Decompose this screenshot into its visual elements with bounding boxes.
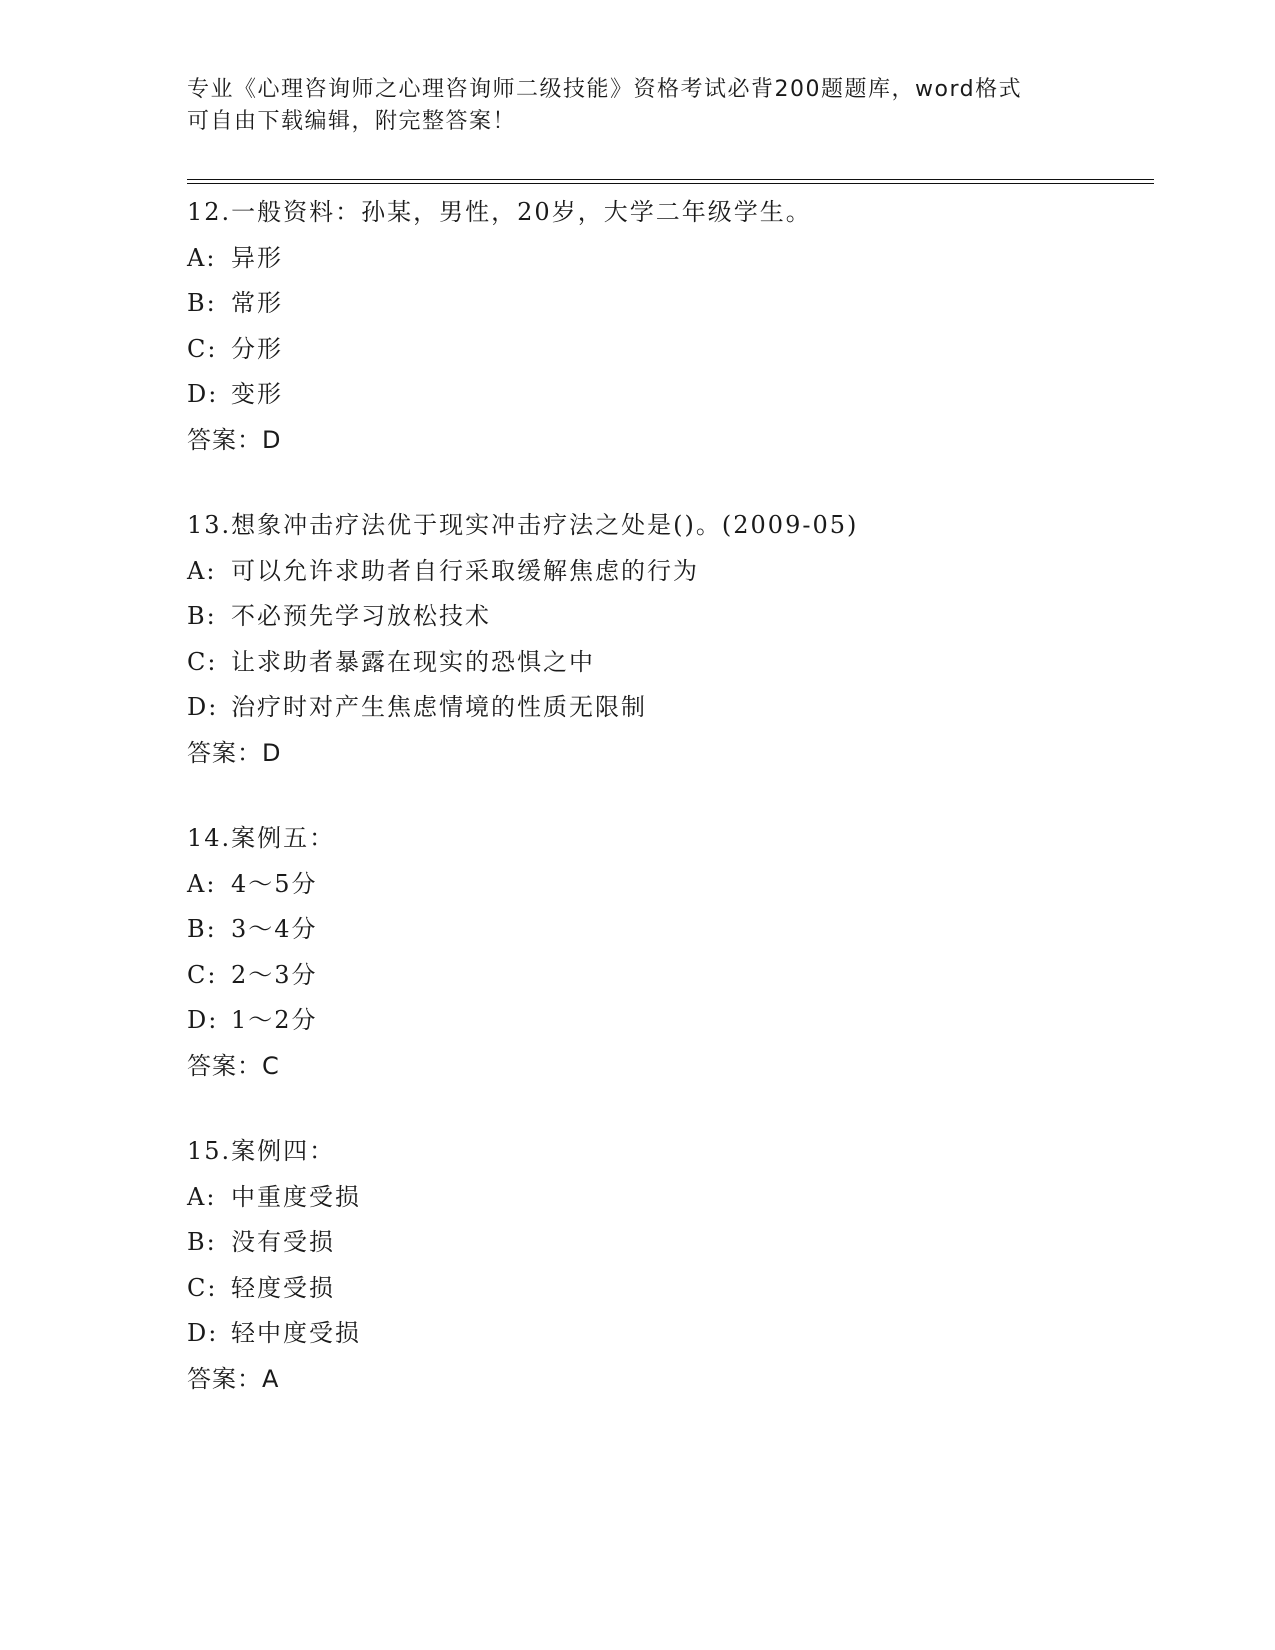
option-letter: D: <box>187 693 219 721</box>
question-13 <box>187 503 1147 776</box>
option-c <box>187 640 1147 686</box>
option-letter: B: <box>187 289 217 317</box>
option-text: 常形 <box>231 289 283 317</box>
option-c <box>187 953 1147 999</box>
question-stem: 12.一般资料：孙某，男性，20岁，大学二年级学生。 <box>187 198 812 226</box>
option-a <box>187 862 1147 908</box>
option-letter: C: <box>187 647 218 676</box>
option-c <box>187 1266 1147 1312</box>
option-text: 轻度受损 <box>231 1273 335 1302</box>
option-text: 可以允许求助者自行采取缓解焦虑的行为 <box>231 556 699 585</box>
option-c <box>187 327 1147 373</box>
answer-line: 答案：D <box>187 738 282 767</box>
option-text: 轻中度受损 <box>231 1319 361 1347</box>
option-text: 分形 <box>231 334 283 363</box>
option-text: 1～2分 <box>231 1006 318 1034</box>
option-b <box>187 281 1147 327</box>
option-letter: C: <box>187 960 218 989</box>
option-a <box>187 236 1147 282</box>
option-letter: D: <box>187 1006 219 1034</box>
header-divider-bottom <box>187 183 1154 184</box>
question-stem: 15.案例四： <box>187 1137 336 1165</box>
option-a <box>187 549 1147 595</box>
option-text: 不必预先学习放松技术 <box>231 602 491 630</box>
option-d <box>187 1311 1147 1357</box>
option-d <box>187 372 1147 418</box>
option-text: 变形 <box>231 380 283 408</box>
option-text: 让求助者暴露在现实的恐惧之中 <box>231 647 595 676</box>
option-a <box>187 1175 1147 1221</box>
option-text: 治疗时对产生焦虑情境的性质无限制 <box>231 693 647 721</box>
header-divider-top <box>187 179 1154 180</box>
option-letter: B: <box>187 602 217 630</box>
option-letter: A: <box>187 556 217 585</box>
option-letter: A: <box>187 1182 217 1211</box>
option-text: 异形 <box>231 243 283 272</box>
option-text: 4～5分 <box>231 869 318 898</box>
option-letter: B: <box>187 915 217 943</box>
option-letter: D: <box>187 1319 219 1347</box>
question-stem: 13.想象冲击疗法优于现实冲击疗法之处是()。(2009-05) <box>187 511 859 539</box>
document-header <box>187 74 1087 138</box>
option-letter: D: <box>187 380 219 408</box>
question-12 <box>187 190 1147 463</box>
header-title-line-2: 可自由下载编辑，附完整答案！ <box>187 109 517 134</box>
option-b <box>187 907 1147 953</box>
option-d <box>187 998 1147 1044</box>
option-text: 没有受损 <box>231 1228 335 1256</box>
header-title-line-1: 专业《心理咨询师之心理咨询师二级技能》资格考试必背200题题库，word格式 <box>187 77 1023 102</box>
answer-line: 答案：A <box>187 1364 280 1393</box>
option-letter: B: <box>187 1228 217 1256</box>
option-letter: A: <box>187 243 217 272</box>
option-text: 3～4分 <box>231 915 318 943</box>
option-text: 2～3分 <box>231 960 318 989</box>
question-14 <box>187 816 1147 1089</box>
option-letter: C: <box>187 334 218 363</box>
option-text: 中重度受损 <box>231 1182 361 1211</box>
question-list <box>187 190 1147 1442</box>
question-stem: 14.案例五： <box>187 824 336 852</box>
answer-line: 答案：D <box>187 425 282 454</box>
option-b <box>187 1220 1147 1266</box>
answer-line: 答案：C <box>187 1051 280 1080</box>
option-letter: A: <box>187 869 217 898</box>
option-b <box>187 594 1147 640</box>
option-d <box>187 685 1147 731</box>
option-letter: C: <box>187 1273 218 1302</box>
question-15 <box>187 1129 1147 1402</box>
